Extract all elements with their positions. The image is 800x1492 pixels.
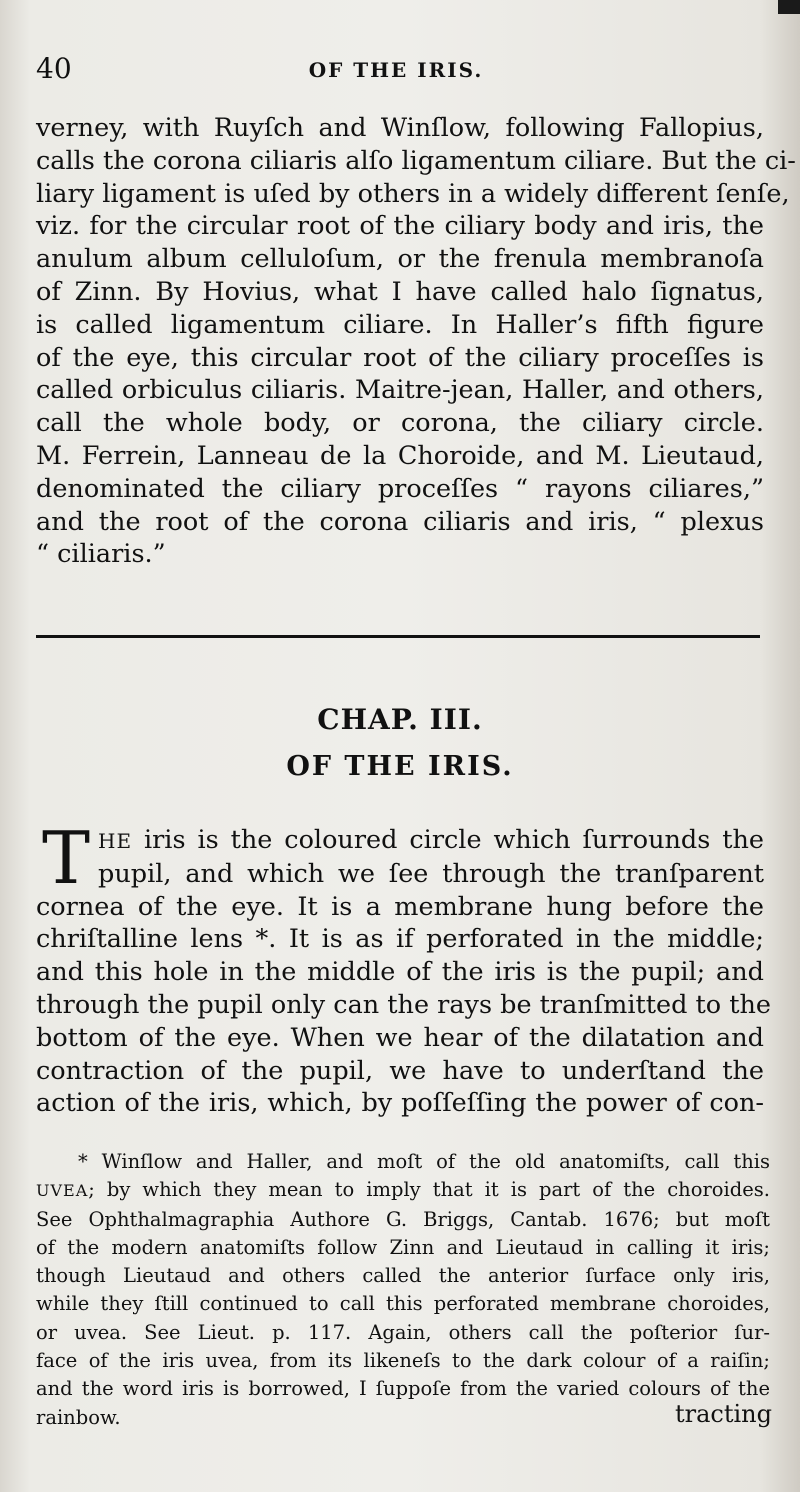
text-line: liary ligament is uſed by others in a widely different ſenſe,: [36, 178, 790, 209]
text-line: chriſtalline lens *. It is as if perforated in the middle;: [36, 924, 764, 955]
text-line: “ ciliaris.”: [36, 539, 166, 570]
footnote: [36, 1148, 770, 1432]
text-line: of Zinn. By Hovius, what I have called halo ſignatus,: [36, 276, 764, 307]
text-line: anulum album celluloſum, or the frenula membranoſa: [36, 244, 764, 275]
chapter-number: CHAP. III.: [317, 703, 483, 736]
footnote-line: face of the iris uvea, from its likeneſs to the dark colour of a raiſin;: [36, 1349, 770, 1373]
text-line: call the whole body, or corona, the ciliary circle.: [36, 408, 764, 439]
uvea-word: UVEA: [36, 1181, 89, 1201]
text-line: of the eye, this circular root of the ciliary proceſſes is: [36, 342, 764, 373]
text-line: calls the corona ciliaris alſo ligamentum ciliare. But the ci-: [36, 145, 796, 176]
text-line: verney, with Ruyſch and Winſlow, following Fallopius,: [36, 113, 764, 143]
text-line: through the pupil only can the rays be tranſmitted to the: [36, 989, 771, 1020]
drop-cap: T: [42, 816, 91, 900]
footnote-line: [36, 1176, 770, 1205]
text-line: M. Ferrein, Lanneau de la Choroide, and M. Lieutaud,: [36, 440, 764, 471]
text-line: [36, 824, 764, 858]
text-line: is called ligamentum ciliare. In Haller’s fifth figure: [36, 309, 764, 340]
section-rule: [36, 635, 760, 638]
text-line: called orbiculus ciliaris. Maitre-jean, Haller, and others,: [36, 375, 764, 406]
footnote-marker: *: [78, 1150, 88, 1173]
page-header: [36, 52, 756, 88]
footnote-line: rainbow.: [36, 1405, 121, 1429]
page-number: 40: [36, 52, 72, 85]
text-line: cornea of the eye. It is a membrane hung before the: [36, 891, 764, 922]
text-line: action of the iris, which, by poſſeſſing the power of con-: [36, 1088, 764, 1119]
catchword: tracting: [674, 1400, 772, 1428]
footnote-line: or uvea. See Lieut. p. 117. Again, others call the poſterior ſur-: [36, 1320, 770, 1344]
text-line: viz. for the circular root of the ciliary body and iris, the: [36, 211, 764, 242]
text-line: and the root of the corona ciliaris and iris, “ plexus: [36, 506, 764, 537]
page-corner-shadow: [778, 0, 800, 14]
footnote-line: of the modern anatomiſts follow Zinn and Lieutaud in calling it iris;: [36, 1235, 770, 1259]
footnote-line: See Ophthalmagraphia Authore G. Briggs, Cantab. 1676; but moſt: [36, 1207, 770, 1231]
text-fragment: iris is the coloured circle which ſurrounds the: [132, 825, 764, 855]
text-fragment: ; by which they mean to imply that it is part of the choroides.: [88, 1178, 770, 1202]
text-line: contraction of the pupil, we have to underſtand the: [36, 1055, 764, 1086]
chapter-title: OF THE IRIS.: [286, 751, 514, 782]
iris-paragraph: [36, 816, 771, 1120]
text-fragment: Winſlow and Haller, and moſt of the old anatomiſts, call this: [87, 1150, 770, 1173]
footnote-line: though Lieutaud and others called the anterior ſurface only iris,: [36, 1264, 770, 1288]
first-word-rest: HE: [98, 829, 133, 853]
footnote-line: [36, 1148, 770, 1176]
text-line: denominated the ciliary proceſſes “ rayons ciliares,”: [36, 473, 764, 504]
running-head: OF THE IRIS.: [308, 58, 484, 82]
text-line: bottom of the eye. When we hear of the dilatation and: [36, 1022, 764, 1053]
footnote-line: and the word iris is borrowed, I ſuppoſe from the varied colours of the: [36, 1377, 770, 1401]
continued-paragraph: [36, 112, 796, 571]
text-line: pupil, and which we ſee through the tranſparent: [98, 858, 764, 889]
text-line: and this hole in the middle of the iris is the pupil; and: [36, 957, 764, 988]
footnote-line: while they ſtill continued to call this perforated membrane choroides,: [36, 1292, 770, 1316]
